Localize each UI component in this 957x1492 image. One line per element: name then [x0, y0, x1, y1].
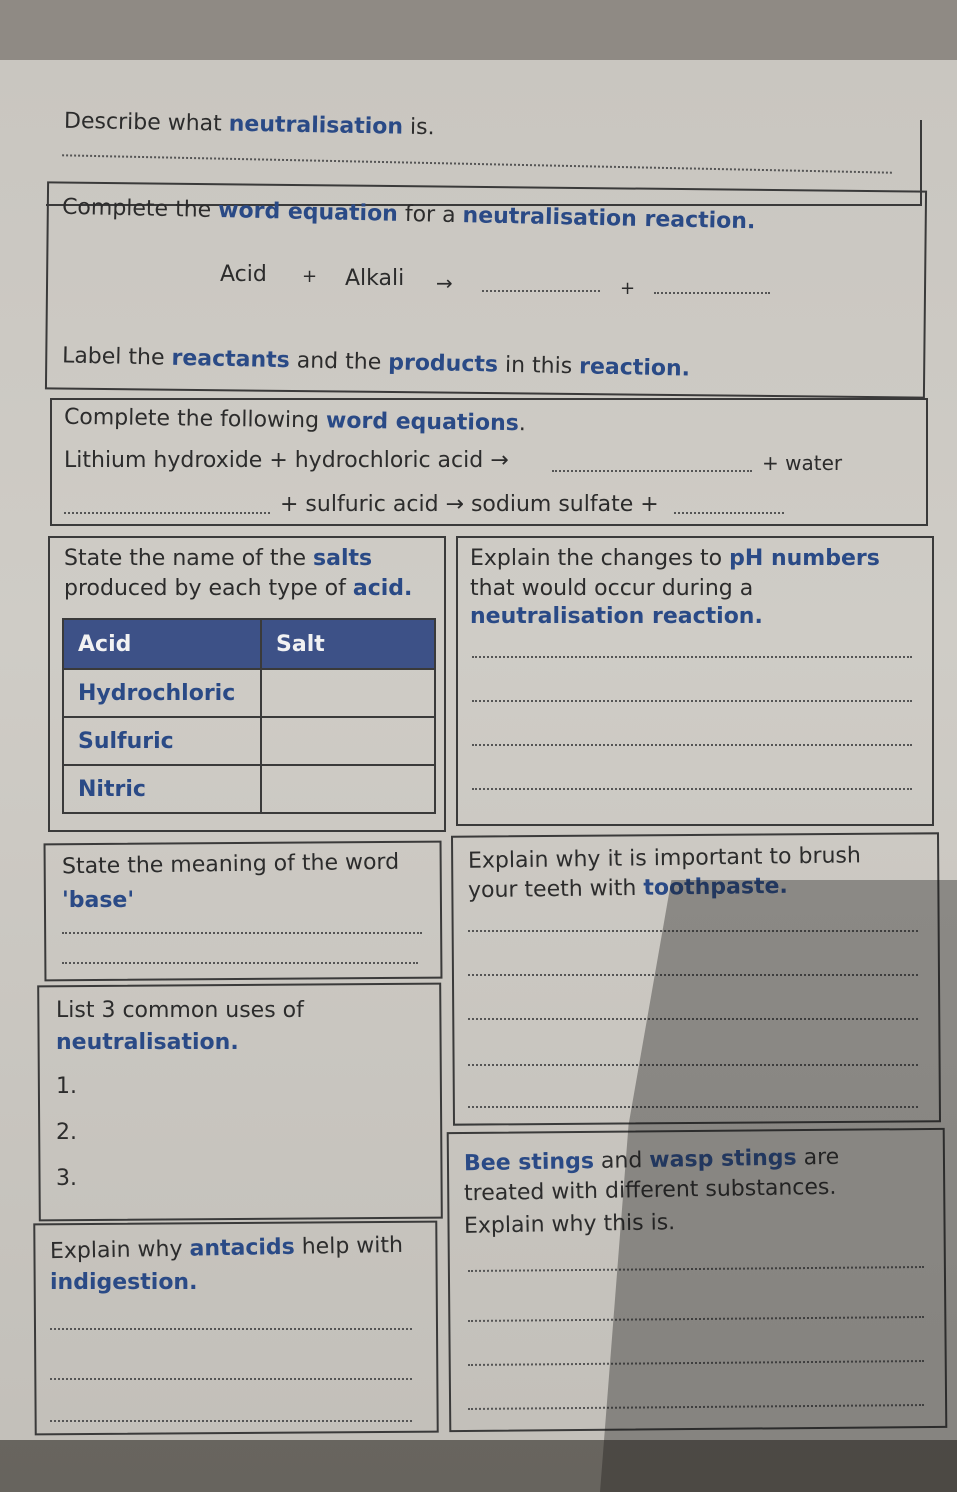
table-cell-salt-input[interactable]: [261, 765, 435, 813]
q5-answer-line[interactable]: [472, 788, 912, 790]
q3-keyword: word equations: [325, 408, 519, 437]
q5-prompt-line2: that would occur during a: [470, 576, 754, 601]
q2-label-text-3: in this: [497, 352, 580, 380]
q8-item-3[interactable]: 3.: [56, 1166, 77, 1191]
q4-prompt-line2: [64, 576, 412, 602]
q2-blank-2[interactable]: [654, 292, 770, 294]
q6-answer-line[interactable]: [62, 962, 418, 964]
table-header-salt: Salt: [261, 619, 435, 669]
q8-prompt-line1: List 3 common uses of: [56, 998, 304, 1023]
table-row: [63, 765, 435, 813]
q9-prompt-line2: treated with different substances.: [463, 1174, 837, 1207]
q2-eq-plus-1: +: [302, 266, 318, 287]
q8-item-2[interactable]: 2.: [56, 1120, 77, 1145]
table-cell-salt-input[interactable]: [261, 717, 435, 765]
q10-answer-line[interactable]: [50, 1328, 412, 1330]
q3-eq2-blank-2[interactable]: [674, 512, 784, 514]
q9-keyword-bee: Bee stings: [463, 1149, 595, 1177]
q9-text: and: [593, 1148, 650, 1175]
q3-eq1-right: + water: [762, 451, 843, 475]
q10-prompt-line2: indigestion.: [50, 1270, 198, 1295]
q5-keyword: pH numbers: [729, 546, 880, 571]
q6-prompt-line2: 'base': [62, 888, 135, 913]
q2-label-reactants: reactants: [171, 345, 291, 374]
q5-answer-line[interactable]: [472, 700, 912, 702]
q5-text: Explain the changes to: [470, 546, 730, 571]
q4-keyword-salts: salts: [313, 546, 373, 571]
q1-text: Describe what: [63, 108, 229, 137]
q2-eq-arrow: →: [436, 271, 453, 295]
q1-keyword: neutralisation: [228, 111, 404, 140]
salt-table: [62, 618, 436, 814]
table-row: [63, 717, 435, 765]
table-header-acid: Acid: [63, 619, 261, 669]
q7-prompt-line1: Explain why it is important to brush: [467, 843, 862, 874]
q2-eq-acid: Acid: [220, 262, 267, 287]
q2-text-2: for a: [397, 201, 463, 229]
q2-blank-1[interactable]: [482, 290, 600, 292]
q8-item-1[interactable]: 1.: [56, 1074, 77, 1099]
q5-prompt-line3: neutralisation reaction.: [470, 604, 763, 629]
table-row: [63, 669, 435, 717]
q2-eq-alkali: Alkali: [345, 266, 405, 291]
table-header-row: [63, 619, 435, 669]
table-cell-acid: Sulfuric: [63, 717, 261, 765]
q10-answer-line[interactable]: [50, 1420, 412, 1422]
q7-text: your teeth with: [467, 875, 644, 904]
q6-answer-line[interactable]: [62, 932, 422, 934]
q3-text: Complete the following: [63, 404, 327, 434]
q2-keyword-1: word equation: [217, 198, 399, 227]
q3-eq1-blank[interactable]: [552, 470, 752, 472]
q5-answer-line[interactable]: [472, 656, 912, 658]
q4-text: State the name of the: [64, 546, 314, 571]
table-cell-acid: Nitric: [63, 765, 261, 813]
q10-answer-line[interactable]: [50, 1378, 412, 1380]
q6-prompt-line1: State the meaning of the word: [61, 849, 400, 880]
q5-prompt-line1: [470, 546, 880, 572]
q1-text-end: is.: [402, 114, 435, 141]
q3-eq1-left: Lithium hydroxide + hydrochloric acid →: [64, 448, 509, 473]
q3-eq2-blank-1[interactable]: [64, 512, 270, 514]
q2-label-text: Label the: [61, 343, 172, 371]
q2-label-reaction: reaction.: [578, 354, 691, 382]
q9-text-2: are: [796, 1144, 840, 1171]
q7-keyword: toothpaste.: [643, 873, 788, 901]
table-cell-salt-input[interactable]: [261, 669, 435, 717]
q9-prompt-line3: Explain why this is.: [463, 1210, 676, 1239]
q2-keyword-2: neutralisation reaction.: [462, 203, 756, 235]
bottom-shadow: [0, 1440, 957, 1492]
table-cell-acid: Hydrochloric: [63, 669, 261, 717]
q2-label-text-2: and the: [289, 348, 389, 376]
q5-answer-line[interactable]: [472, 744, 912, 746]
q10-text: Explain why: [49, 1236, 190, 1265]
q2-label-products: products: [387, 350, 499, 378]
q3-text-end: .: [518, 411, 526, 437]
q9-keyword-wasp: wasp stings: [649, 1145, 797, 1174]
q10-keyword: antacids: [189, 1234, 295, 1262]
q2-eq-plus-2: +: [620, 278, 636, 299]
q8-prompt-line2: neutralisation.: [56, 1030, 239, 1055]
q4-keyword-acid: acid.: [352, 576, 413, 601]
q3-eq2-mid: + sulfuric acid → sodium sulfate +: [280, 492, 659, 517]
q10-text-2: help with: [294, 1232, 404, 1260]
q4-prompt-line1: [64, 546, 372, 572]
q2-text: Complete the: [61, 194, 219, 224]
q4-text-2: produced by each type of: [64, 576, 353, 601]
